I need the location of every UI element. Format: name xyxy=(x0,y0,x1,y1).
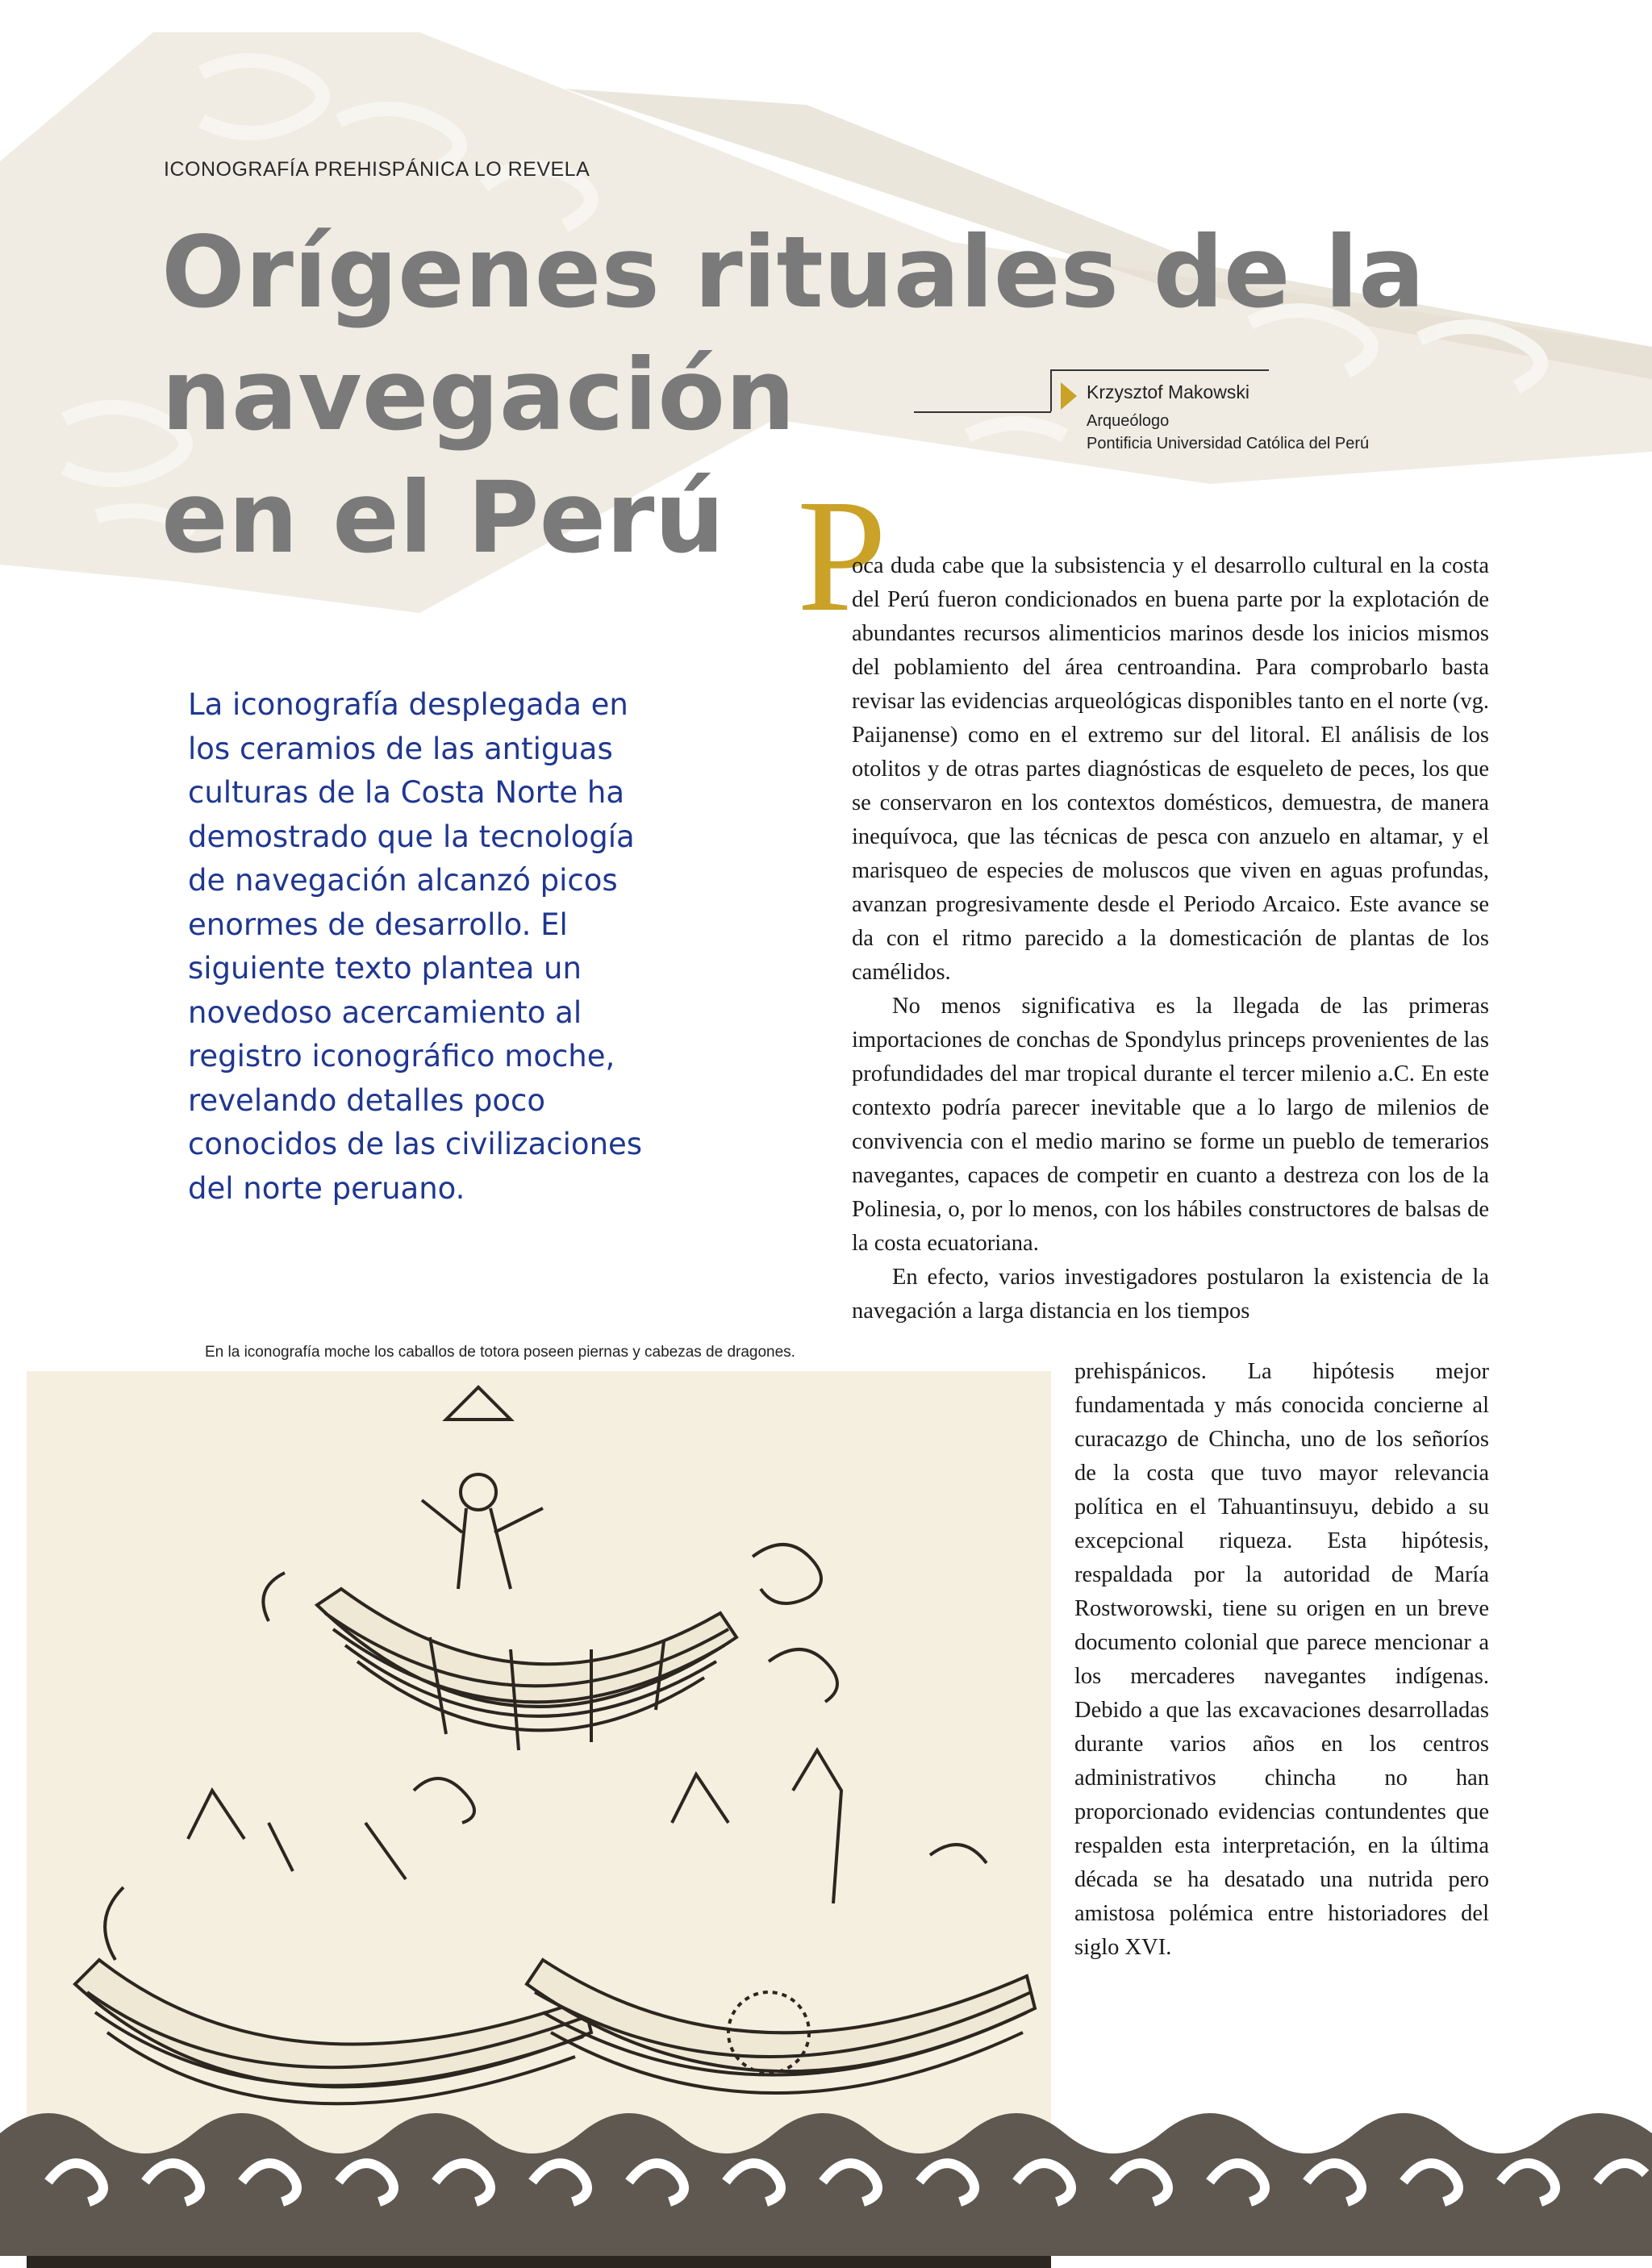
byline-arrow-icon xyxy=(1061,382,1078,410)
author-institution: Pontificia Universidad Católica del Perú xyxy=(1087,435,1370,452)
drop-cap: P xyxy=(797,467,887,645)
author-role: Arqueólogo xyxy=(1087,412,1170,430)
title-line-3: en el Perú xyxy=(161,461,725,575)
title-line-2: navegación xyxy=(161,338,795,452)
byline-rule-left xyxy=(914,411,1051,413)
body-paragraph-3-continued: prehispánicos. La hipótesis mejor fundamentada y más conocida concierne al curacazgo de Chincha, uno de los señoríos de la costa que tuvo mayor relevancia política en el Tahuantinsuyu, debido a su excepcional riqueza. Esta hipótesis, respaldada por la autoridad de María Rostworowski, tiene su origen en un breve documento colonial que parece mencionar a los mercaderes navegantes indígenas. Debido a que las excavaciones desarrolladas durante varios años en los centros administrativos chincha no han proporcionado evidencias contundentes que respalden esta interpretación, en la última década se ha desatado una nutrida pero amistosa polémica entre historiadores del siglo XVI. xyxy=(1074,1359,1489,1960)
kicker: ICONOGRAFÍA PREHISPÁNICA LO REVELA xyxy=(164,158,590,181)
figure-caption: En la iconografía moche los caballos de totora poseen piernas y cabezas de dragones. xyxy=(205,1344,795,1361)
title-line-1: Orígenes rituales de la xyxy=(161,215,1425,330)
byline-rule-vertical xyxy=(1050,369,1052,411)
body-paragraph-2: No menos significativa es la llegada de las primeras importaciones de conchas de Spondylus princeps provenientes de las profundidades del mar tropical durante el tercer milenio a.C. En este contexto podría parecer inevitable que a lo largo de milenios de convivencia con el medio marino se forme un pueblo de temerarios navegantes, capaces de competir en cuanto a destreza con los de la Polinesia, o, por lo menos, con los hábiles constructores de balsas de la costa ecuatoriana. xyxy=(852,994,1489,1256)
body-paragraph-1: oca duda cabe que la subsistencia y el desarrollo cultural en la costa del Perú fueron condicionados en buena parte por la explotación de abundantes recursos alimenticios marinos desde los inicios mismos del poblamiento del área centroandina. Para comprobarlo basta revisar las evidencias arqueológicas disponibles tanto en el norte (vg. Paijanense) como en el extremo sur del litoral. El análisis de los otolitos y de otras partes diagnósticas de esqueleto de peces, los que se conservaron en los contextos domésticos, demuestra, de manera inequívoca, que las técnicas de pesca con anzuelo en altamar, y el marisqueo de especies de moluscos que viven en aguas profundas, avanzan progresivamente desde el Periodo Arcaico. Este avance se da con el ritmo parecido a la domesticación de plantas de los camélidos. xyxy=(852,553,1489,985)
author-name: Krzysztof Makowski xyxy=(1087,381,1249,402)
body-text-narrow-column xyxy=(1074,1355,1489,1965)
body-paragraph-3: En efecto, varios investigadores postularon la existencia de la navegación a larga distancia en los tiempos xyxy=(852,1265,1489,1324)
byline-rule-top xyxy=(1051,369,1269,371)
decorative-wave-band xyxy=(0,2061,1652,2256)
body-text-column xyxy=(852,549,1489,1328)
lede-paragraph: La iconografía desplegada en los ceramios de las antiguas culturas de la Costa Norte ha demostrado que la tecnología de navegación alcanzó picos enormes de desarrollo. El siguiente texto plantea un novedoso acercamiento al registro iconográfico moche, revelando detalles poco conocidos de las civilizaciones del norte peruano. xyxy=(188,687,643,1206)
